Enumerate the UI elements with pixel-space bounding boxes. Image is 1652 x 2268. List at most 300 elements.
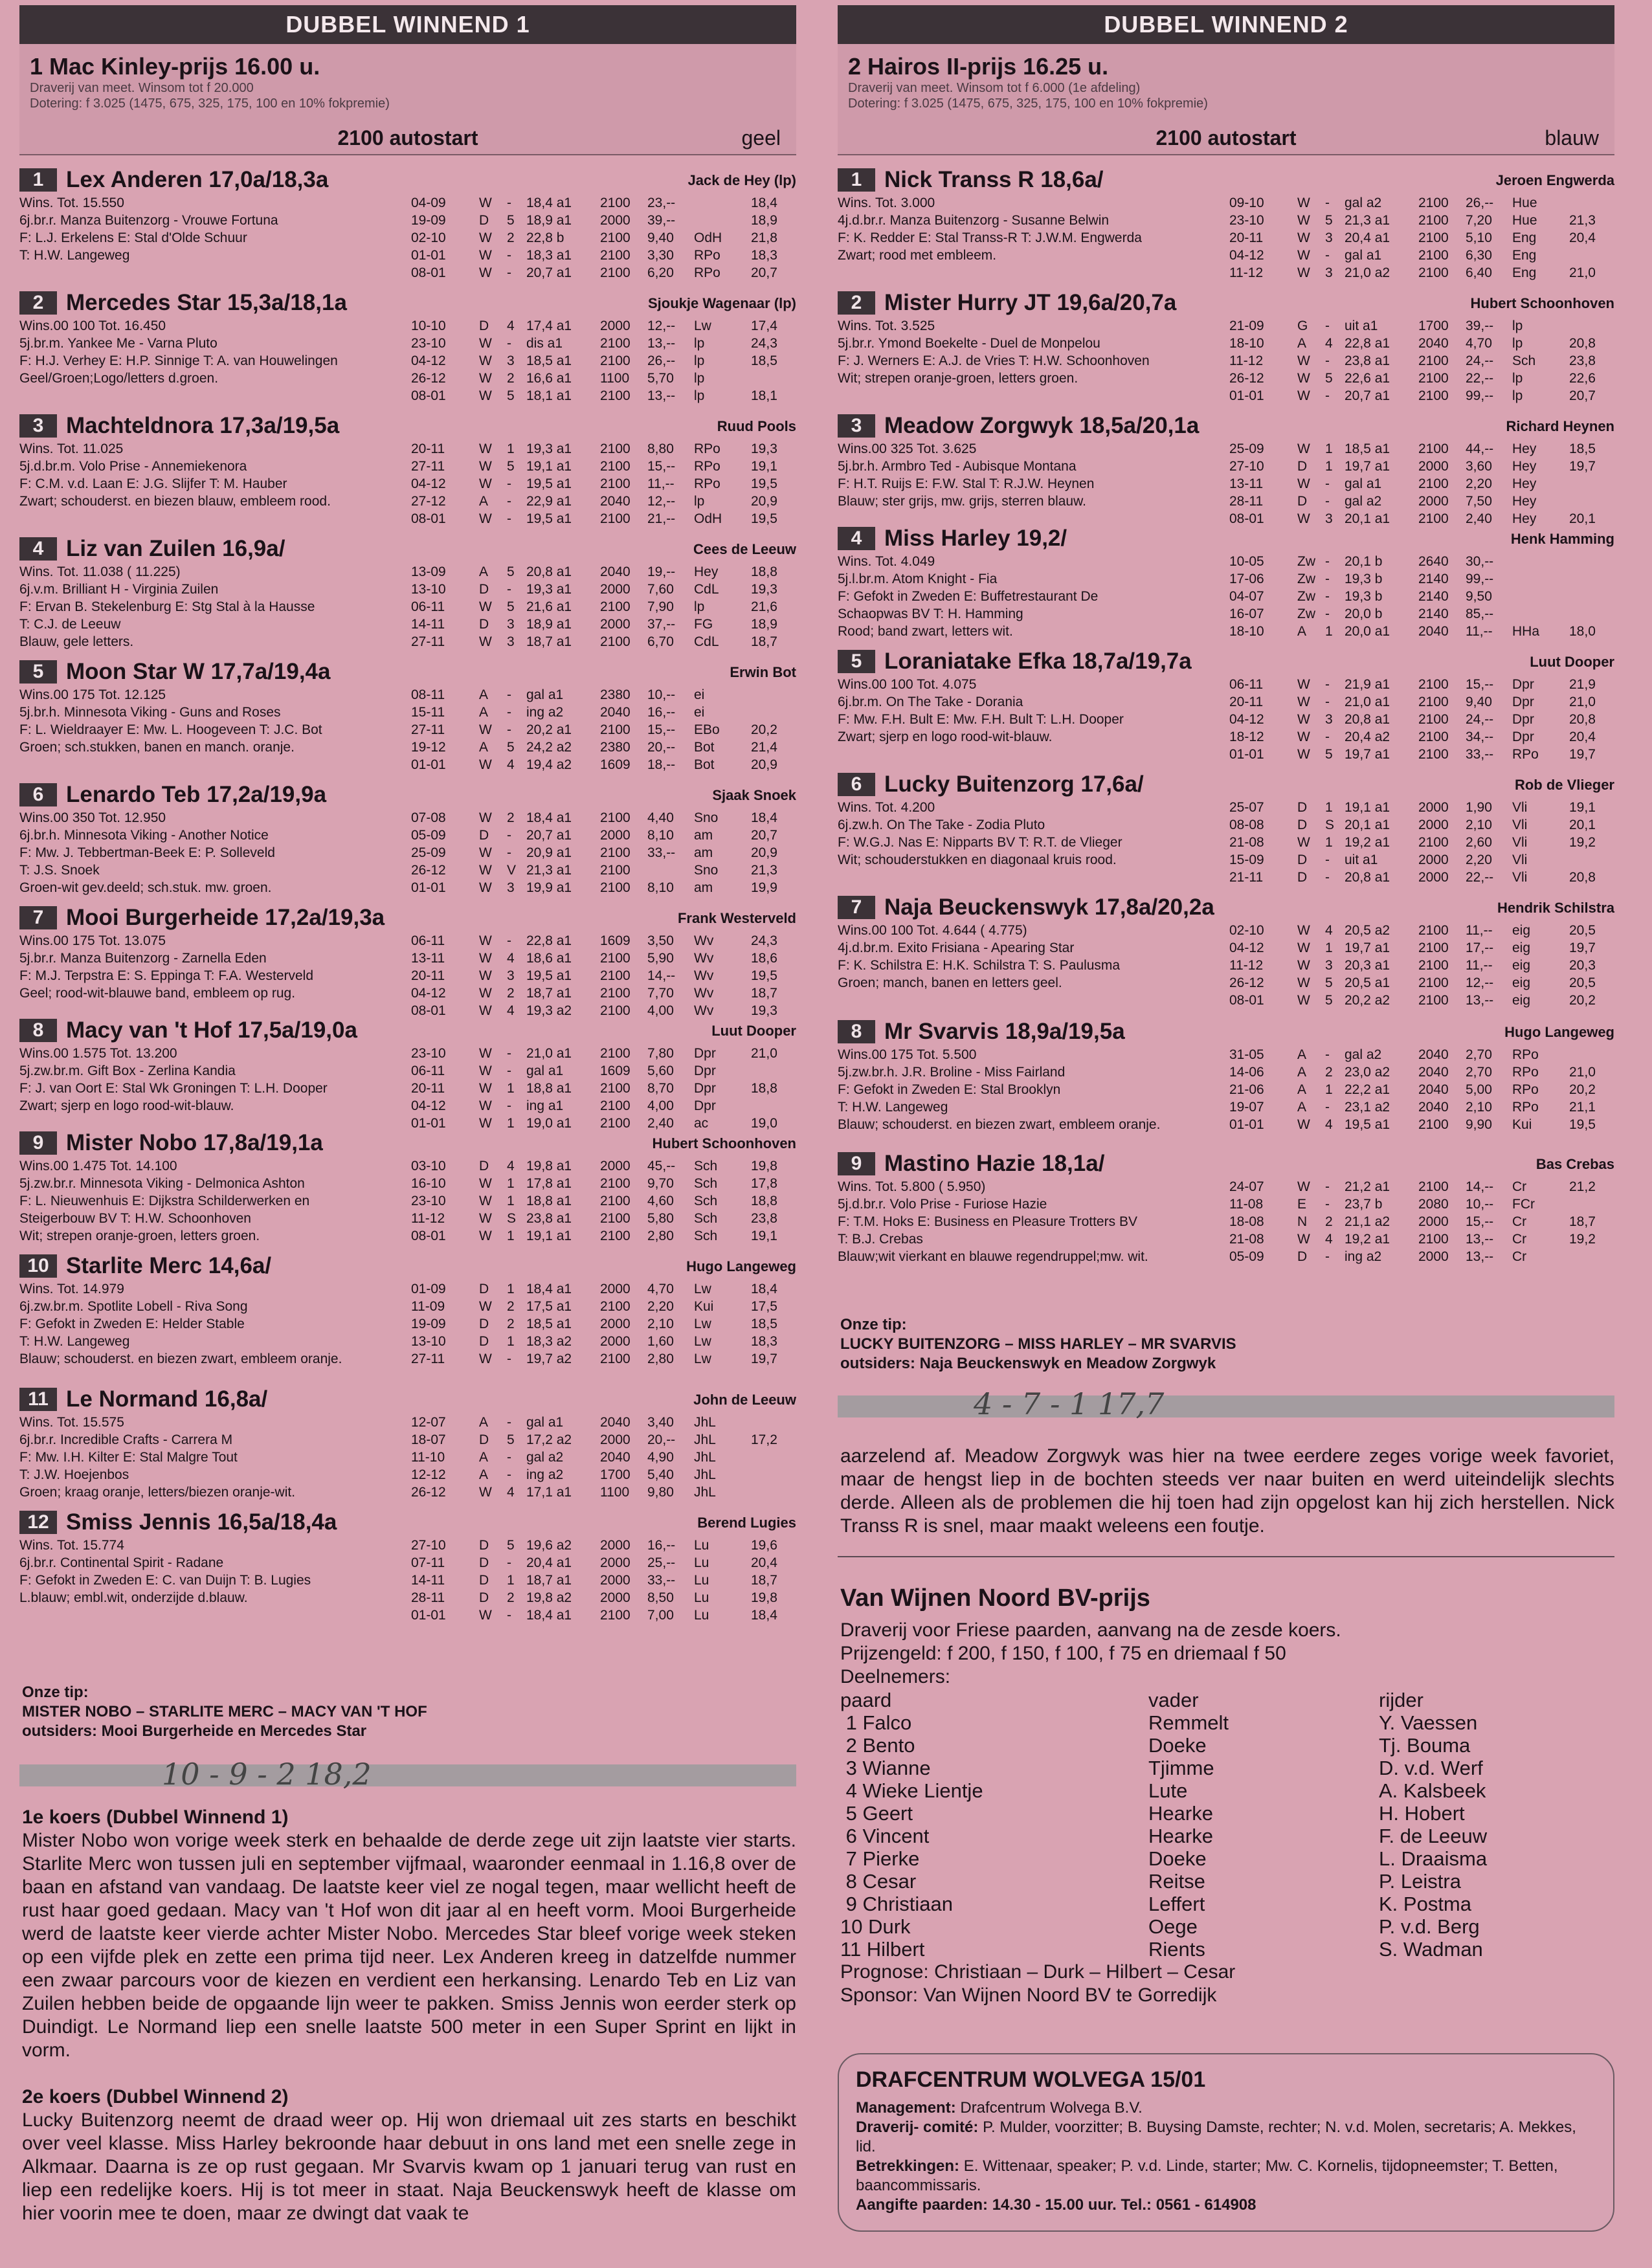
horse-info	[838, 799, 1213, 869]
form-cell: 17,2	[751, 1432, 777, 1447]
management-label: Management:	[856, 2099, 956, 2117]
form-cell: 37,--	[647, 617, 676, 632]
form-cell: 13-10	[411, 582, 446, 597]
form-cell: 25-09	[1229, 441, 1264, 456]
form-cell: 19,2	[1569, 835, 1596, 850]
form-cell: 19,5	[751, 968, 777, 983]
form-cell: 04-12	[411, 986, 446, 1001]
form-cell: A	[479, 494, 489, 509]
form-cell: lp	[1512, 388, 1523, 403]
horse-info-line: Zwart; schouderst. en biezen blauw, embleem rood.	[19, 494, 331, 509]
form-cell: 2100	[1418, 1232, 1449, 1247]
race-color: geel	[741, 126, 781, 150]
header-rijder: rijder	[1379, 1689, 1423, 1711]
form-cell: 1	[507, 1282, 515, 1296]
form-cell: -	[507, 1415, 511, 1430]
horse-header	[19, 1016, 796, 1043]
form-cell: Sch	[694, 1159, 718, 1173]
form-cell: 01-01	[411, 1608, 446, 1623]
driver-name: Henk Hamming	[1510, 531, 1614, 547]
horse-info	[19, 1157, 395, 1245]
horse-header	[19, 535, 796, 562]
form-cell: 19,7	[751, 1351, 777, 1366]
form-cell: OdH	[694, 230, 722, 245]
form-cell: 08-01	[1229, 993, 1264, 1008]
entry-sire: Hearke	[1148, 1825, 1213, 1847]
form-cell: 2100	[1418, 695, 1449, 709]
horse-info-line: 6j.zw.br.m. Spotlite Lobell - Riva Song	[19, 1299, 248, 1314]
form-cell: 19,7 a1	[1345, 940, 1390, 955]
horse-info-line: Wit; schouderstukken en diagonaal kruis rood.	[838, 852, 1117, 867]
form-cell: W	[479, 441, 492, 456]
form-cell: 05-09	[1229, 1249, 1264, 1264]
form-cell: -	[1325, 695, 1330, 709]
form-cell: 2,80	[647, 1351, 674, 1366]
horse-number: 6	[838, 773, 875, 796]
horse-info-line: Blauw; ster grijs, mw. grijs, sterren blauw.	[838, 494, 1086, 509]
entry-sire: Oege	[1148, 1915, 1198, 1938]
form-cell: 18,1	[751, 388, 777, 403]
horse-info-line: Zwart; rood met embleem.	[838, 248, 997, 263]
driver-name: Jack de Hey (lp)	[687, 172, 796, 188]
race-conditions: Draverij van meet. Winsom tot f 6.000 (1e afdeling)	[848, 81, 1141, 95]
form-cell: Zw	[1297, 554, 1315, 569]
horse-info	[838, 922, 1213, 992]
column-horse	[840, 1689, 983, 1961]
horse-number: 4	[19, 537, 57, 561]
form-cell: 2100	[600, 1098, 631, 1113]
horse-info-line: Rood; band zwart, letters wit.	[838, 624, 1013, 639]
form-cell: 1	[1325, 441, 1333, 456]
form-cell: 06-11	[411, 933, 445, 948]
horse-entry	[19, 904, 796, 1018]
form-cell: RPo	[694, 265, 720, 280]
form-cell: 2,20	[1466, 852, 1492, 867]
form-cell: 08-01	[411, 511, 446, 526]
horse-entry	[838, 412, 1614, 526]
form-cell: 2	[507, 1590, 515, 1605]
form-cell: 19,5 a1	[526, 511, 572, 526]
form-cell: 8,10	[647, 828, 674, 843]
form-cell: 6,30	[1466, 248, 1492, 263]
form-cell: 15,--	[647, 722, 676, 737]
form-cell: W	[1297, 695, 1310, 709]
form-cell: 99,--	[1466, 388, 1494, 403]
form-cell: W	[1297, 388, 1310, 403]
horse-info-line: Wins. Tot. 15.575	[19, 1415, 124, 1430]
form-cell: 3,50	[647, 933, 674, 948]
form-cell: 9,80	[647, 1485, 674, 1500]
form-cell: 19,8 a1	[526, 1159, 572, 1173]
form-cell: 2100	[1418, 511, 1449, 526]
form-cell: 2	[507, 230, 515, 245]
form-cell: 19,8 a2	[526, 1590, 572, 1605]
horse-header	[838, 647, 1614, 674]
horse-info-line: F: K. Redder E: Stal Transs-R T: J.W.M. Engwerda	[838, 230, 1142, 245]
form-cell: Wv	[694, 1003, 714, 1018]
form-cell: -	[507, 828, 511, 843]
form-cell: -	[1325, 1249, 1330, 1264]
form-cell: 18-08	[1229, 1214, 1264, 1229]
form-cell: 19,2 a1	[1345, 835, 1390, 850]
form-cell: 18,7 a1	[526, 634, 572, 649]
driver-name: Hubert Schoonhoven	[1470, 295, 1614, 311]
form-cell: 2100	[600, 951, 631, 966]
horse-info-line: Wit; strepen oranje-groen, letters groen.	[838, 371, 1078, 386]
form-cell: 20,1	[1569, 817, 1596, 832]
horse-info-line: 5j.d.br.r. Volo Prise - Furiose Hazie	[838, 1197, 1047, 1212]
form-cell: D	[479, 1317, 489, 1331]
form-cell: 3,40	[647, 1415, 674, 1430]
form-cell: 2000	[600, 1432, 631, 1447]
entry-sire: Rients	[1148, 1938, 1205, 1961]
form-cell: 2100	[600, 1211, 631, 1226]
form-cell: -	[507, 195, 511, 210]
form-cell: 20,9 a1	[526, 845, 572, 860]
form-cell: 20,1 b	[1345, 554, 1383, 569]
form-cell: 23-10	[411, 1046, 446, 1061]
form-cell: W	[479, 1003, 492, 1018]
form-cell: W	[479, 1081, 492, 1096]
horse-entry	[838, 1017, 1614, 1139]
form-cell: D	[479, 582, 489, 597]
form-cell: 14-06	[1229, 1065, 1264, 1080]
form-cell: W	[1297, 441, 1310, 456]
form-cell: 4,60	[647, 1194, 674, 1208]
form-cell: D	[1297, 852, 1308, 867]
form-cell: 08-08	[1229, 817, 1264, 832]
form-cell: 12,--	[647, 494, 676, 509]
horse-header	[838, 893, 1614, 920]
form-cell: 2100	[600, 1228, 631, 1243]
form-cell: eig	[1512, 993, 1531, 1008]
form-cell: 19,2	[1569, 1232, 1596, 1247]
form-cell: RPo	[1512, 1065, 1539, 1080]
form-cell: 04-12	[411, 476, 446, 491]
entry-horse: 7 Pierke	[840, 1847, 920, 1870]
form-cell: 20,1 a1	[1345, 817, 1390, 832]
form-cell: 1609	[600, 1063, 631, 1078]
form-cell: 20,8 a1	[1345, 870, 1390, 885]
form-cell: 2100	[1418, 371, 1449, 386]
handwritten-note: 4 - 7 - 1 17,7	[974, 1386, 1165, 1421]
form-cell: A	[479, 564, 489, 579]
form-cell: Lu	[694, 1590, 709, 1605]
form-cell: 2100	[1418, 265, 1449, 280]
form-cell: 20,2	[1569, 993, 1596, 1008]
comite-label: Draverij- comité:	[856, 2118, 979, 2136]
form-cell: 15,--	[647, 459, 676, 474]
form-cell: Hey	[694, 564, 719, 579]
form-cell: Cr	[1512, 1179, 1527, 1194]
form-cell: 13,--	[1466, 1249, 1494, 1264]
form-cell: 18,7	[751, 634, 777, 649]
form-cell: 2380	[600, 740, 631, 755]
form-cell: 5,90	[647, 951, 674, 966]
horse-info-line: 5j.d.br.m. Volo Prise - Annemiekenora	[19, 459, 247, 474]
form-cell: 17,8 a1	[526, 1176, 572, 1191]
form-cell: 26,--	[1466, 195, 1494, 210]
form-cell: 2,70	[1466, 1047, 1492, 1062]
form-cell: lp	[1512, 318, 1523, 333]
form-cell: 01-01	[411, 757, 446, 772]
horse-number: 9	[19, 1131, 57, 1155]
form-cell: Vli	[1512, 835, 1528, 850]
form-cell: 2100	[600, 634, 631, 649]
form-cell: 01-01	[1229, 747, 1264, 762]
horse-name: Mercedes Star 15,3a/18,1a	[66, 290, 347, 315]
form-cell: 1	[1325, 459, 1333, 474]
horse-entry	[19, 1016, 796, 1131]
form-cell: 13,--	[1466, 993, 1494, 1008]
commentary-continuation: aarzelend af. Meadow Zorgwyk was hier na twee eerdere zeges vorige week favoriet, maar de hengst liep in de bochten steeds ver naar buiten en werd uiteindelijk slechts derde. Alleen als de problemen die hij toen had zijn opgelost kan hij zich herstellen. Nick Transs R is snel, maar maakt weleens een foutje.	[840, 1445, 1614, 1537]
form-cell: 22,8 a1	[526, 933, 572, 948]
form-cell: 33,--	[647, 845, 676, 860]
form-cell: 2000	[1418, 1249, 1449, 1264]
form-cell: 2	[507, 1299, 515, 1314]
form-cell: W	[479, 880, 492, 895]
form-cell: 2040	[1418, 624, 1449, 639]
form-cell: uit a1	[1345, 318, 1378, 333]
form-cell: 2,20	[1466, 476, 1492, 491]
horse-entry	[838, 893, 1614, 1007]
horse-info-line: 6j.br.r. Incredible Crafts - Carrera M	[19, 1432, 233, 1447]
form-cell: W	[479, 722, 492, 737]
horse-info-line: 6j.br.r. Continental Spirit - Radane	[19, 1555, 224, 1570]
horse-info	[19, 1045, 395, 1115]
form-cell: 2380	[600, 687, 631, 702]
form-cell: 21,0 a2	[1345, 265, 1390, 280]
form-cell: 23,8	[1569, 353, 1596, 368]
form-cell: 2100	[600, 476, 631, 491]
form-cell: 06-11	[411, 1063, 445, 1078]
horse-info	[19, 1537, 395, 1606]
form-cell: 2100	[600, 248, 631, 263]
form-cell: -	[1325, 572, 1330, 586]
form-cell: 2,60	[1466, 835, 1492, 850]
horse-header	[19, 1508, 796, 1535]
horse-info	[19, 563, 395, 650]
form-cell: Hey	[1512, 494, 1537, 509]
form-cell: 27-12	[411, 494, 446, 509]
form-cell: W	[479, 336, 492, 351]
form-cell: 3,30	[647, 248, 674, 263]
form-cell: W	[479, 1116, 492, 1131]
form-cell: 11-08	[1229, 1197, 1264, 1212]
horse-name: Lex Anderen 17,0a/18,3a	[66, 167, 329, 192]
form-cell: Kui	[1512, 1117, 1532, 1132]
form-cell: 21-08	[1229, 835, 1264, 850]
form-cell: 2000	[1418, 852, 1449, 867]
form-cell: 19,6 a2	[526, 1538, 572, 1553]
horse-info-line: 5j.br.r. Ymond Boekelte - Duel de Monpelou	[838, 336, 1100, 351]
form-cell: 33,--	[647, 1573, 676, 1588]
form-cell: W	[479, 599, 492, 614]
form-cell: 2000	[600, 1590, 631, 1605]
form-cell: 21,0	[1569, 695, 1596, 709]
form-cell: 2100	[1418, 993, 1449, 1008]
form-cell: 19,7	[1569, 459, 1596, 474]
form-cell: 27-11	[411, 459, 445, 474]
form-cell: 2100	[600, 845, 631, 860]
form-cell: W	[479, 1351, 492, 1366]
horse-number: 1	[19, 168, 57, 192]
form-cell: A	[1297, 624, 1307, 639]
tip-block	[22, 1683, 792, 1741]
form-cell: 09-10	[1229, 195, 1264, 210]
form-cell: 17,5 a1	[526, 1299, 572, 1314]
form-cell: 18,0	[1569, 624, 1596, 639]
form-cell: 08-01	[411, 1228, 446, 1243]
form-cell: 04-12	[411, 1098, 446, 1113]
form-cell: JhL	[694, 1467, 716, 1482]
form-cell: 9,40	[647, 230, 674, 245]
form-cell: 10-10	[411, 318, 446, 333]
horse-entry	[838, 166, 1614, 278]
horse-info-line: Wins. Tot. 5.800 ( 5.950)	[838, 1179, 986, 1194]
form-cell: dis a1	[526, 336, 563, 351]
form-cell: ing a2	[526, 705, 564, 720]
form-cell: 07-08	[411, 810, 446, 825]
form-cell: 11,--	[647, 476, 675, 491]
form-cell: 20,9	[751, 845, 777, 860]
horse-info-line: F: W.G.J. Nas E: Nipparts BV T: R.T. de Vlieger	[838, 835, 1122, 850]
form-cell: 16-10	[411, 1176, 446, 1191]
form-cell: W	[479, 511, 492, 526]
form-cell: -	[1325, 1047, 1330, 1062]
form-cell: D	[1297, 817, 1308, 832]
form-cell: 18-07	[411, 1432, 446, 1447]
form-cell: 18,4 a1	[526, 810, 572, 825]
form-cell: 2100	[600, 986, 631, 1001]
horse-info-line: F: L.J. Erkelens E: Stal d'Olde Schuur	[19, 230, 247, 245]
form-cell: 19,8	[751, 1590, 777, 1605]
form-cell: 13,--	[1466, 1232, 1494, 1247]
driver-name: Rob de Vlieger	[1514, 777, 1614, 793]
race-start-type: 2100 autostart	[1155, 126, 1297, 150]
form-cell: Wv	[694, 933, 714, 948]
form-cell: 21,3 a1	[526, 863, 572, 878]
form-cell: lp	[694, 336, 705, 351]
form-cell: -	[507, 1351, 511, 1366]
form-cell: -	[507, 248, 511, 263]
form-cell: FG	[694, 617, 713, 632]
form-cell: 20,7 a1	[526, 265, 572, 280]
form-cell: 27-11	[411, 634, 445, 649]
form-cell: 12-07	[411, 1415, 446, 1430]
form-cell: JhL	[694, 1485, 716, 1500]
horse-entry	[19, 1252, 796, 1375]
form-cell: 33,--	[1466, 747, 1494, 762]
horse-info-line: L.blauw; embl.wit, onderzijde d.blauw.	[19, 1590, 248, 1605]
form-cell: 18,9 a1	[526, 213, 572, 228]
form-cell: uit a1	[1345, 852, 1378, 867]
form-cell: Dpr	[1512, 695, 1534, 709]
form-cell: 08-01	[1229, 511, 1264, 526]
form-cell: 3	[1325, 511, 1333, 526]
form-cell: gal a1	[526, 1063, 564, 1078]
form-cell: 11-09	[411, 1299, 445, 1314]
form-cell: 02-10	[411, 230, 446, 245]
horse-entry	[838, 524, 1614, 637]
horse-number: 4	[838, 527, 875, 550]
form-cell: 4,70	[647, 1282, 674, 1296]
form-cell: 1609	[600, 757, 631, 772]
form-cell: 2100	[1418, 975, 1449, 990]
horse-info-line: F: Gefokt in Zweden E: Buffetrestaurant De	[838, 589, 1099, 604]
form-cell: 20,2	[1569, 1082, 1596, 1097]
form-cell: -	[1325, 870, 1330, 885]
form-cell: 17-06	[1229, 572, 1264, 586]
form-cell: Hey	[1512, 476, 1537, 491]
form-cell: 19,5 a1	[1345, 1117, 1390, 1132]
form-cell: Vli	[1512, 852, 1528, 867]
horse-header	[19, 1129, 796, 1156]
form-cell: Zw	[1297, 606, 1315, 621]
horse-info-line: 6j.br.m. On The Take - Dorania	[838, 695, 1023, 709]
form-cell: 3	[507, 968, 515, 983]
form-cell: Eng	[1512, 265, 1537, 280]
horse-entry	[838, 289, 1614, 401]
form-cell: 2100	[600, 1176, 631, 1191]
form-cell: N	[1297, 1214, 1308, 1229]
form-cell: 18,3	[751, 248, 777, 263]
form-cell: 26-12	[1229, 371, 1264, 386]
form-cell: 20,9	[751, 757, 777, 772]
form-cell: 20,--	[647, 1432, 676, 1447]
form-cell: 2040	[1418, 1082, 1449, 1097]
form-cell: -	[507, 336, 511, 351]
form-cell: 4	[507, 1485, 515, 1500]
form-cell: 28-11	[411, 1590, 445, 1605]
entry-rider: P. v.d. Berg	[1379, 1915, 1480, 1938]
form-cell: 16-07	[1229, 606, 1264, 621]
form-cell: W	[1297, 353, 1310, 368]
form-cell: 1	[1325, 800, 1333, 815]
form-cell: 19,5 a1	[526, 476, 572, 491]
horse-info-line: Geel; rood-wit-blauwe band, embleem op rug.	[19, 986, 296, 1001]
horse-info-line: Blauw; schouderst. en biezen zwart, embleem oranje.	[19, 1351, 342, 1366]
entry-horse: 1 Falco	[840, 1711, 912, 1734]
form-cell: 19,9	[751, 880, 777, 895]
horse-info-line: 5j.br.r. Manza Buitenzorg - Zarnella Eden	[19, 951, 267, 966]
form-cell: 17,4	[751, 318, 777, 333]
form-cell: 19,5	[751, 476, 777, 491]
form-cell: 18-12	[1229, 729, 1264, 744]
form-cell: 24,--	[1466, 353, 1494, 368]
horse-number: 2	[19, 291, 57, 315]
form-cell: 5	[507, 1432, 515, 1447]
commentary-title-1: 1e koers (Dubbel Winnend 1)	[22, 1807, 289, 1828]
aangifte: Aangifte paarden: 14.30 - 15.00 uur. Tel.: 0561 - 614908	[856, 2196, 1256, 2214]
form-cell: W	[479, 986, 492, 1001]
form-cell: 28-11	[1229, 494, 1264, 509]
form-cell: 19,3 a1	[526, 582, 572, 597]
form-cell: 2100	[1418, 441, 1449, 456]
form-cell: 5	[507, 599, 515, 614]
form-cell: 18,5 a1	[526, 353, 572, 368]
form-cell: 20,4 a1	[1345, 230, 1390, 245]
form-cell: 19,9 a1	[526, 880, 572, 895]
form-cell: Zw	[1297, 572, 1315, 586]
form-cell: 2,40	[1466, 511, 1492, 526]
form-cell: 2100	[1418, 388, 1449, 403]
form-cell: 5	[507, 740, 515, 755]
handwritten-note: 10 - 9 - 2 18,2	[162, 1757, 372, 1792]
form-cell: 18,3 a2	[526, 1334, 572, 1349]
form-cell: 2100	[1418, 213, 1449, 228]
form-cell: 2140	[1418, 572, 1449, 586]
